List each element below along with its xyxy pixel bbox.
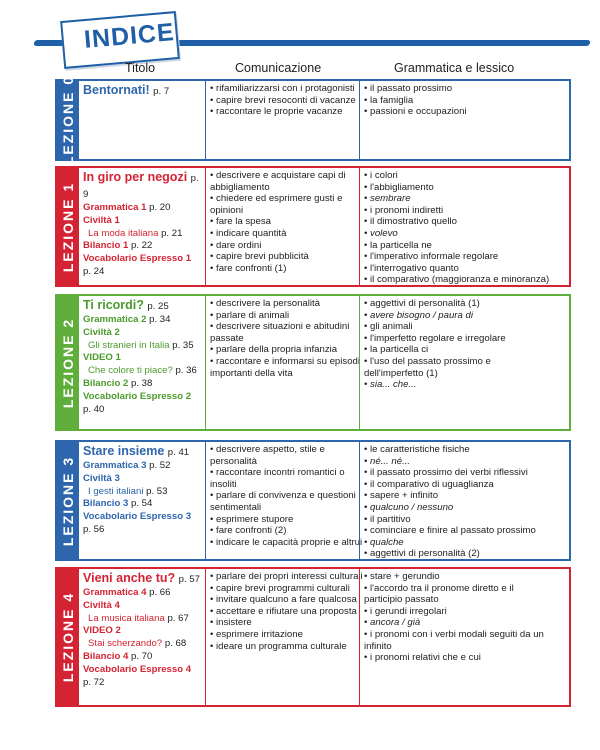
lesson-section-name: Grammatica 3	[83, 460, 147, 471]
grammar-item: • la particella ne	[364, 239, 432, 251]
lesson-section-name: Grammatica 2	[83, 314, 147, 325]
lesson-section-name: Bilancio 1	[83, 240, 129, 252]
grammar-item: • qualche	[364, 536, 404, 548]
column-header-communication: Comunicazione	[235, 61, 322, 75]
communication-item: • parlare della propria infanzia	[210, 344, 338, 356]
grammar-item: • l'abbigliamento	[364, 181, 434, 193]
communication-item: abbigliamento	[210, 181, 270, 193]
lesson-section-page: p. 67	[167, 612, 189, 624]
lesson-section-link[interactable]	[83, 486, 201, 499]
lesson-section-name: Stai scherzando?	[88, 638, 163, 650]
lesson-section-name: Bilancio 3	[83, 498, 129, 510]
grammar-item: • sembrare	[364, 193, 411, 205]
communication-item: • parlare di animali	[210, 309, 290, 321]
lesson-section-name: Civiltà 3	[83, 472, 120, 484]
lesson-1-block	[55, 166, 571, 287]
lesson-section-name: Gli stranieri in Italia	[88, 339, 170, 351]
grammar-column	[359, 81, 569, 159]
lesson-section-name: p. 24	[83, 265, 105, 277]
lesson-title	[83, 444, 201, 460]
lesson-section-name: Civiltà 4	[83, 599, 120, 611]
communication-item: • raccontare incontri romantici o	[210, 467, 345, 479]
lesson-title-page: p. 41	[167, 447, 190, 458]
page-title: INDICE	[82, 18, 176, 54]
communication-item: importanti della vita	[210, 367, 293, 379]
lesson-section-name: La musica italiana	[88, 612, 165, 624]
lesson-section-page: p. 38	[131, 377, 153, 389]
grammar-item: • i pronomi con i verbi modali seguiti da un	[364, 628, 544, 640]
lesson-title-column	[79, 442, 205, 559]
grammar-item: • i pronomi relativi che e cui	[364, 652, 481, 664]
grammar-item: • l'accordo tra il pronome diretto e il	[364, 582, 514, 594]
grammar-item: • il dimostrativo quello	[364, 216, 457, 228]
communication-item: • indicare quantità	[210, 227, 287, 239]
lesson-3-block	[55, 440, 571, 561]
grammar-item: • passioni e occupazioni	[364, 106, 467, 118]
communication-item: opinioni	[210, 204, 244, 216]
lesson-section-link[interactable]	[83, 651, 201, 664]
lesson-title-page: p. 7	[153, 86, 170, 97]
communication-item: • accettare e rifiutare una proposta	[210, 605, 357, 617]
lesson-section-page: p. 21	[161, 227, 183, 239]
communication-item: • capire brevi pubblicità	[210, 251, 309, 263]
lesson-4-block	[55, 567, 571, 707]
lesson-section-link[interactable]	[83, 391, 201, 404]
grammar-item: • il passato prossimo dei verbi riflessivi	[364, 467, 528, 479]
grammar-item: • ancora / già	[364, 617, 421, 629]
grammar-item: participio passato	[364, 594, 439, 606]
grammar-item: dell'imperfetto (1)	[364, 367, 438, 379]
lesson-section-link[interactable]	[83, 524, 201, 537]
communication-item: • raccontare e informarsi su episodi	[210, 355, 360, 367]
lesson-section-name: Grammatica 4	[83, 587, 147, 598]
grammar-item: • l'interrogativo quanto	[364, 262, 459, 274]
communication-item: • parlare di convivenza e questioni	[210, 490, 356, 502]
lesson-section-link[interactable]	[83, 587, 201, 600]
grammar-item: • l'imperfetto regolare e irregolare	[364, 332, 506, 344]
lesson-section-name: VIDEO 1	[83, 352, 121, 364]
lesson-section-page: p. 52	[149, 460, 171, 471]
communication-item: passate	[210, 332, 244, 344]
lesson-section-link[interactable]	[83, 677, 201, 690]
lesson-section-name: Bilancio 2	[83, 377, 129, 389]
lesson-section-name: p. 56	[83, 523, 105, 535]
lesson-section-name: I gesti italiani	[88, 485, 144, 497]
grammar-item: • cominciare e finire al passato prossimo	[364, 525, 536, 537]
lesson-section-page: p. 20	[149, 202, 171, 213]
lesson-title	[83, 571, 201, 587]
lesson-section-page: p. 53	[146, 485, 168, 497]
lesson-section-link[interactable]	[83, 327, 201, 340]
grammar-item: • la famiglia	[364, 94, 414, 106]
grammar-item: • i colori	[364, 170, 398, 181]
lesson-section-page: p. 70	[131, 650, 153, 662]
communication-column	[205, 442, 363, 559]
lesson-section-link[interactable]	[83, 625, 201, 638]
communication-item: • dare ordini	[210, 239, 262, 251]
lesson-section-link[interactable]	[83, 664, 201, 677]
lesson-title-text: Bentornati!	[83, 83, 150, 97]
grammar-item: • stare + gerundio	[364, 571, 440, 582]
grammar-item: • il partitivo	[364, 513, 411, 525]
communication-item: • invitare qualcuno a fare qualcosa	[210, 594, 357, 606]
communication-item: • capire brevi resoconti di vacanze	[210, 94, 356, 106]
grammar-item: • volevo	[364, 227, 398, 239]
lesson-section-link[interactable]	[83, 228, 201, 241]
lesson-section-link[interactable]	[83, 460, 201, 473]
lesson-section-name: La moda italiana	[88, 227, 159, 239]
lesson-section-name: Vocabolario Espresso 3	[83, 511, 192, 523]
lesson-section-link[interactable]	[83, 215, 201, 228]
lesson-section-page: p. 36	[175, 365, 197, 377]
grammar-column	[359, 168, 569, 285]
lesson-title	[83, 298, 201, 314]
lesson-section-page: p. 54	[131, 498, 153, 510]
lesson-section-link[interactable]	[83, 340, 201, 353]
communication-item: • descrivere situazioni e abitudini	[210, 321, 350, 333]
communication-item: insoliti	[210, 478, 237, 490]
grammar-item: • il passato prossimo	[364, 83, 453, 94]
communication-item: • fare confronti (2)	[210, 525, 287, 537]
lesson-title-text: Ti ricordi?	[83, 298, 144, 312]
communication-item: • capire brevi programmi culturali	[210, 582, 350, 594]
grammar-item: • aggettivi di personalità (2)	[364, 548, 480, 560]
lesson-section-name: p. 72	[83, 676, 105, 688]
lesson-section-link[interactable]	[83, 638, 201, 651]
grammar-column	[359, 442, 569, 559]
lesson-section-link[interactable]	[83, 202, 201, 215]
lesson-section-link[interactable]	[83, 378, 201, 391]
communication-item: sentimentali	[210, 501, 262, 513]
lesson-section-link[interactable]	[83, 404, 201, 417]
lesson-section-page: p. 66	[149, 587, 171, 598]
lesson-title-text: In giro per negozi	[83, 170, 188, 184]
communication-item: • esprimere stupore	[210, 513, 294, 525]
lesson-section-link[interactable]	[83, 314, 201, 327]
communication-column	[205, 296, 359, 429]
lesson-title-text: Stare insieme	[83, 444, 165, 458]
grammar-item: • qualcuno / nessuno	[364, 501, 454, 513]
grammar-item: • sia... che...	[364, 379, 417, 391]
lesson-tab	[57, 442, 79, 559]
communication-column	[205, 81, 359, 159]
grammar-item: • i pronomi indiretti	[364, 204, 444, 216]
grammar-item: • avere bisogno / paura di	[364, 309, 473, 321]
lesson-section-link[interactable]	[83, 365, 201, 378]
lesson-section-name: Vocabolario Espresso 4	[83, 663, 192, 675]
lesson-title-column	[79, 296, 205, 429]
lesson-tab	[57, 569, 79, 705]
lesson-tab-label: LEZIONE 1	[60, 181, 76, 272]
lesson-section-name: p. 40	[83, 403, 105, 415]
grammar-item: • i gerundi irregolari	[364, 605, 447, 617]
lesson-tab-label: LEZIONE 2	[60, 317, 76, 408]
lesson-title-column	[79, 168, 205, 285]
lesson-section-page: p. 22	[131, 240, 153, 252]
grammar-item: • il comparativo (maggioranza e minoranza)	[364, 274, 550, 286]
lesson-section-page: p. 35	[172, 339, 194, 351]
lesson-section-link[interactable]	[83, 253, 201, 266]
lesson-section-name: Grammatica 1	[83, 202, 147, 213]
communication-item: • parlare dei propri interessi culturali	[210, 571, 363, 582]
lesson-title-column	[79, 81, 205, 159]
column-header-grammar: Grammatica e lessico	[394, 61, 515, 75]
grammar-column	[359, 296, 569, 429]
grammar-item: • né... né...	[364, 455, 411, 467]
lesson-section-link[interactable]	[83, 352, 201, 365]
communication-item: • fare la spesa	[210, 216, 271, 228]
grammar-item: • sapere + infinito	[364, 490, 439, 502]
grammar-item: • l'imperativo informale regolare	[364, 251, 499, 263]
lesson-2-block	[55, 294, 571, 431]
lesson-tab	[57, 74, 79, 166]
communication-item: • fare confronti (1)	[210, 262, 287, 274]
lesson-section-name: Civiltà 1	[83, 214, 120, 226]
lesson-tab-label: LEZIONE 0	[60, 74, 76, 166]
lesson-section-link[interactable]	[83, 511, 201, 524]
lesson-section-name: VIDEO 2	[83, 625, 121, 637]
grammar-item: • gli animali	[364, 321, 413, 333]
grammar-column	[359, 569, 569, 705]
communication-item: • indicare le capacità proprie e altrui	[210, 536, 363, 548]
lesson-section-name: Che colore ti piace?	[88, 365, 173, 377]
lesson-title-page: p. 9	[83, 173, 199, 200]
grammar-item: infinito	[364, 640, 392, 652]
communication-column	[205, 168, 359, 285]
lesson-section-link[interactable]	[83, 600, 201, 613]
lesson-tab-label: LEZIONE 4	[60, 591, 76, 683]
lesson-section-page: p. 68	[164, 638, 187, 650]
lesson-tab-label: LEZIONE 3	[60, 455, 76, 546]
lesson-section-link[interactable]	[83, 498, 201, 511]
lesson-section-page: p. 34	[149, 314, 171, 325]
lesson-title-text: Vieni anche tu?	[83, 571, 176, 585]
lesson-tab	[57, 168, 79, 285]
communication-item: • esprimere irritazione	[210, 628, 303, 640]
communication-item: personalità	[210, 455, 257, 467]
lesson-0-block	[55, 74, 571, 166]
column-header-title: Titolo	[125, 61, 156, 75]
communication-column	[205, 569, 363, 705]
lesson-section-link[interactable]	[83, 266, 201, 279]
grammar-item: • l'uso del passato prossimo e	[364, 355, 491, 367]
lesson-title	[83, 170, 201, 202]
communication-item: • chiedere ed esprimere gusti e	[210, 193, 343, 205]
grammar-item: • il comparativo di uguaglianza	[364, 478, 494, 490]
communication-item: • raccontare le proprie vacanze	[210, 106, 343, 118]
communication-item: • descrivere e acquistare capi di	[210, 170, 346, 181]
communication-item: • descrivere aspetto, stile e	[210, 444, 325, 455]
communication-item: • insistere	[210, 617, 252, 629]
lesson-section-name: Civiltà 2	[83, 326, 120, 338]
lesson-title-page: p. 57	[178, 574, 200, 585]
communication-item: • descrivere la personalità	[210, 298, 321, 309]
grammar-item: • aggettivi di personalità (1)	[364, 298, 480, 309]
lesson-tab	[57, 296, 79, 429]
communication-item: • rifamiliarizzarsi con i protagonisti	[210, 83, 355, 94]
lesson-section-name: Vocabolario Espresso 1	[83, 253, 192, 265]
lesson-section-link[interactable]	[83, 613, 201, 626]
lesson-title	[83, 83, 201, 99]
lesson-section-name: Vocabolario Espresso 2	[83, 390, 192, 402]
lesson-section-link[interactable]	[83, 240, 201, 253]
lesson-title-column	[79, 569, 205, 705]
lesson-section-name: Bilancio 4	[83, 650, 129, 662]
lesson-title-page: p. 25	[147, 301, 169, 312]
lesson-section-link[interactable]	[83, 473, 201, 486]
communication-item: • ideare un programma culturale	[210, 640, 347, 652]
grammar-item: • le caratteristiche fisiche	[364, 444, 470, 455]
grammar-item: • la particella ci	[364, 344, 429, 356]
